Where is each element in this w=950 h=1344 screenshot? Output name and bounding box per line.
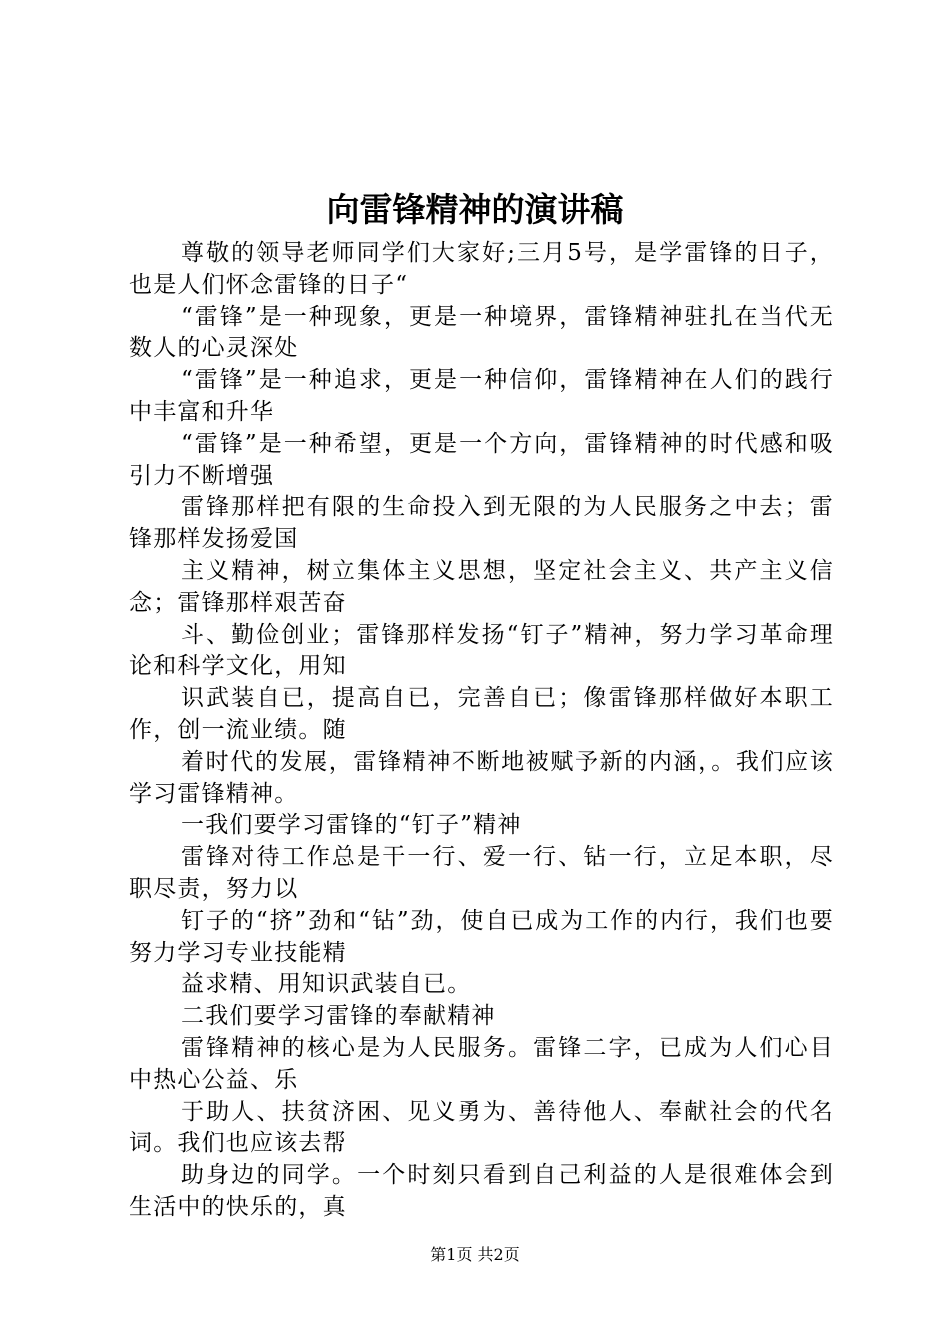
paragraph: 主义精神，树立集体主义思想，坚定社会主义、共产主义信念；雷锋那样艰苦奋 (129, 557, 834, 616)
paragraph: 雷锋精神的核心是为人民服务。雷锋二字，已成为人们心目中热心公益、乐 (129, 1034, 834, 1093)
paragraph: “雷锋”是一种希望，更是一个方向，雷锋精神的时代感和吸引力不断增强 (129, 430, 834, 489)
paragraph: 雷锋那样把有限的生命投入到无限的为人民服务之中去；雷锋那样发扬爱国 (129, 494, 834, 553)
paragraph: 助身边的同学。一个时刻只看到自己利益的人是很难体会到生活中的快乐的，真 (129, 1162, 834, 1220)
paragraph: 识武装自已，提高自已，完善自已；像雷锋那样做好本职工作，创一流业绩。随 (129, 685, 834, 743)
section-heading: 二我们要学习雷锋的奉献精神 (181, 1003, 496, 1030)
paragraph: 于助人、扶贫济困、见义勇为、善待他人、奉献社会的代名词。我们也应该去帮 (129, 1098, 834, 1157)
page-indicator: 第1页 共2页 (430, 1245, 520, 1264)
document-title: 向雷锋精神的演讲稿 (326, 190, 624, 229)
paragraph: “雷锋”是一种追求，更是一种信仰，雷锋精神在人们的践行中丰富和升华 (129, 367, 834, 425)
paragraph: 尊敬的领导老师同学们大家好;三月5号，是学雷锋的日子，也是人们怀念雷锋的日子“ (129, 240, 834, 298)
paragraph: “雷锋”是一种现象，更是一种境界，雷锋精神驻扎在当代无数人的心灵深处 (129, 303, 834, 362)
section-heading: 一我们要学习雷锋的“钉子”精神 (181, 812, 522, 839)
paragraph: 着时代的发展，雷锋精神不断地被赋予新的内涵，。我们应该学习雷锋精神。 (129, 748, 834, 807)
paragraph: 斗、勤俭创业；雷锋那样发扬“钉子”精神，努力学习革命理论和科学文化，用知 (129, 621, 834, 680)
paragraph: 钉子的“挤”劲和“钻”劲，使自已成为工作的内行，我们也要努力学习专业技能精 (129, 907, 834, 966)
paragraph: 益求精、用知识武装自已。 (181, 971, 472, 998)
document-body (129, 238, 834, 1224)
paragraph: 雷锋对待工作总是干一行、爱一行、钻一行，立足本职，尽职尽责，努力以 (129, 844, 834, 902)
